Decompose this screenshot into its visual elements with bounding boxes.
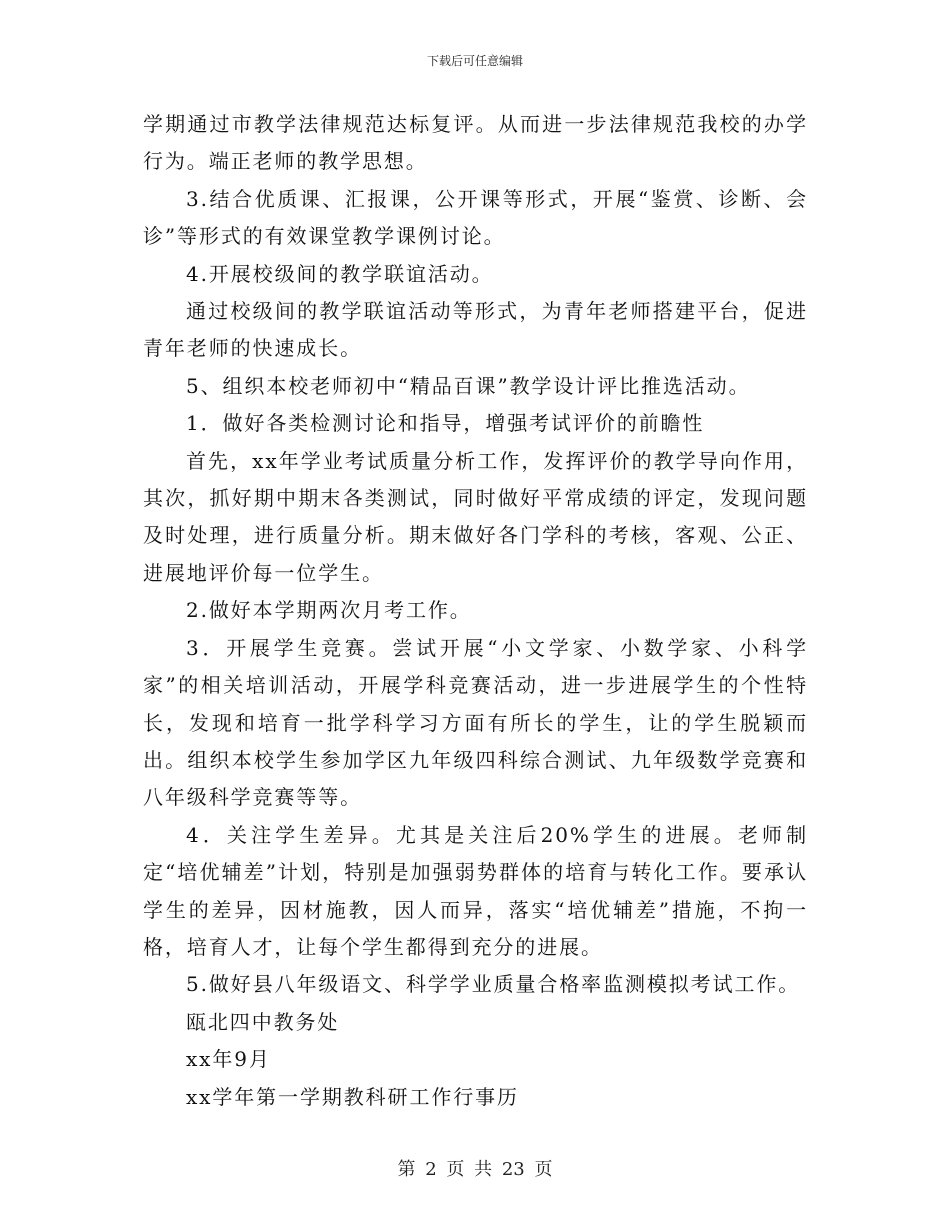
page-header-note: 下载后可任意编辑 [426,54,523,68]
paragraph: xx年9月 [186,1047,271,1072]
paragraph: 首先，xx年学业考试质量分析工作，发挥评价的教学导向作用，其次，抓好期中期末各类测试，同时做好平常成绩的评定，发现问题及时处理，进行质量分析。期末做好各门学科的考核，客观、公正、进展地评价每一位学生。 [143,448,808,585]
paragraph: 3．开展学生竞赛。尝试开展“小文学家、小数学家、小科学家”的相关培训活动，开展学科竞赛活动，进一步进展学生的个性特长，发现和培育一批学科学习方面有所长的学生，让的学生脱颖而出。组织本校学生参加学区九年级四科综合测试、九年级数学竞赛和八年级科学竞赛等等。 [143,635,808,810]
paragraph: 3.结合优质课、汇报课，公开课等形式，开展“鉴赏、诊断、会诊”等形式的有效课堂教学课例讨论。 [143,186,808,249]
page-number: 第 2 页 共 23 页 [397,1159,553,1180]
paragraph: xx学年第一学期教科研工作行事历 [186,1084,519,1109]
document-body [143,106,808,1116]
paragraph: 4.开展校级间的教学联谊活动。 [186,261,494,286]
paragraph: 2.做好本学期两次月考工作。 [186,598,472,623]
paragraph: 学期通过市教学法律规范达标复评。从而进一步法律规范我校的办学行为。端正老师的教学思想。 [143,112,808,174]
paragraph: 瓯北四中教务处 [186,1009,340,1034]
paragraph: 1．做好各类检测讨论和指导，增强考试评价的前瞻性 [186,411,705,436]
paragraph: 5、组织本校老师初中“精品百课”教学设计评比推选活动。 [186,373,751,398]
paragraph: 5.做好县八年级语文、科学学业质量合格率监测模拟考试工作。 [186,972,801,997]
paragraph: 4．关注学生差异。尤其是关注后20%学生的进展。老师制定“培优辅差”计划，特别是加强弱势群体的培育与转化工作。要承认学生的差异，因材施教，因人而异，落实“培优辅差”措施，不拘一格，培育人才，让每个学生都得到充分的进展。 [143,822,808,959]
paragraph: 通过校级间的教学联谊活动等形式，为青年老师搭建平台，促进青年老师的快速成长。 [143,299,808,361]
